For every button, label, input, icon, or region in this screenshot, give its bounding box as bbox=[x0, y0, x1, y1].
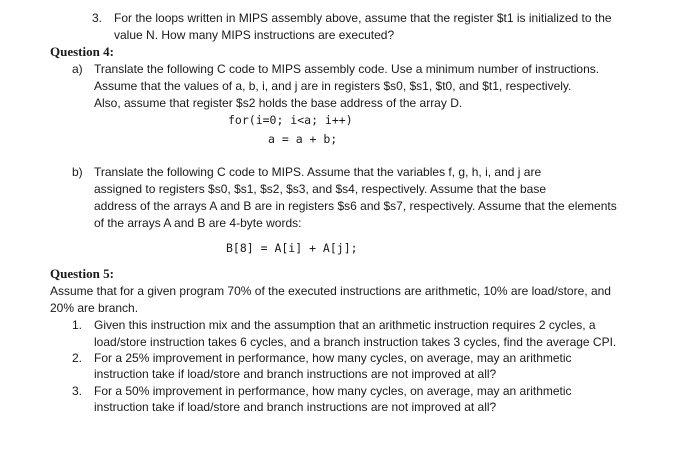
q4a-code-loop: for(i=0; i<a; i++) bbox=[228, 113, 353, 127]
q4b-label: b) bbox=[72, 165, 83, 179]
q4a-label: a) bbox=[72, 62, 83, 76]
q4a-line1: Translate the following C code to MIPS assembly code. Use a minimum number of instructions. bbox=[94, 62, 600, 76]
q4a-code-body: a = a + b; bbox=[268, 132, 338, 146]
q5-item2-line2: instruction take if load/store and branch instructions are not improved at all? bbox=[94, 367, 497, 381]
q3-item-line2: value N. How many MIPS instructions are executed? bbox=[114, 28, 395, 42]
q4b-line2: assigned to registers $s0, $s1, $s2, $s3, and $s4, respectively. Assume that the base bbox=[94, 182, 547, 196]
q4b-line4: of the arrays A and B are 4-byte words: bbox=[94, 216, 302, 230]
q5-intro-line1: Assume that for a given program 70% of the executed instructions are arithmetic, 10% are load/store, and bbox=[50, 284, 611, 298]
q5-item1-number: 1. bbox=[72, 318, 83, 332]
q5-item3-line1: For a 50% improvement in performance, how many cycles, on average, may an arithmetic bbox=[94, 384, 572, 398]
q4-heading: Question 4: bbox=[50, 44, 114, 59]
q5-intro-line2: 20% are branch. bbox=[50, 301, 139, 315]
q5-item2-line1: For a 25% improvement in performance, how many cycles, on average, may an arithmetic bbox=[94, 351, 572, 365]
q4b-line1: Translate the following C code to MIPS. Assume that the variables f, g, h, i, and j are bbox=[94, 165, 542, 179]
q5-item3-number: 3. bbox=[72, 384, 83, 398]
q3-item-number: 3. bbox=[92, 11, 103, 25]
q5-item3-line2: instruction take if load/store and branch instructions are not improved at all? bbox=[94, 400, 497, 414]
q3-item-line1: For the loops written in MIPS assembly above, assume that the register $t1 is initialized to the bbox=[114, 11, 612, 25]
q4a-line2: Assume that the values of a, b, i, and j are in registers $s0, $s1, $t0, and $t1, respectively. bbox=[94, 79, 572, 93]
q4a-line3: Also, assume that register $s2 holds the base address of the array D. bbox=[94, 96, 463, 110]
q4b-line3: address of the arrays A and B are in registers $s6 and $s7, respectively. Assume that the elements bbox=[94, 199, 617, 213]
q5-heading: Question 5: bbox=[50, 266, 114, 281]
q5-item2-number: 2. bbox=[72, 351, 83, 365]
q5-item1-line2: load/store instruction takes 6 cycles, and a branch instruction takes 3 cycles, find the average CPI. bbox=[94, 335, 617, 349]
q5-item1-line1: Given this instruction mix and the assumption that an arithmetic instruction requires 2 cycles, a bbox=[94, 318, 596, 332]
q4b-code: B[8] = A[i] + A[j]; bbox=[226, 241, 358, 255]
